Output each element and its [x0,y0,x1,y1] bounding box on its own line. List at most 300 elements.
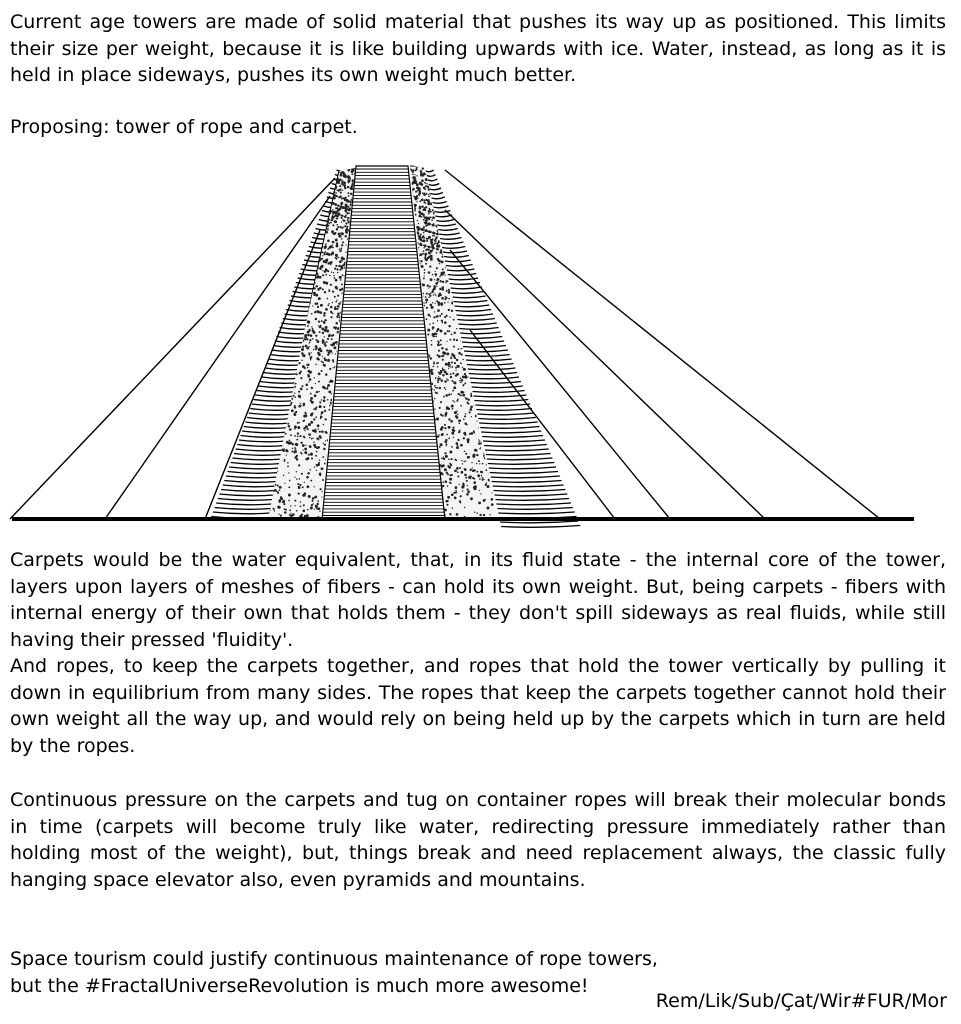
fiber-knot [419,238,422,241]
rope-coil [223,485,276,487]
fiber-knot [340,248,342,250]
fiber-knot [320,304,323,307]
fiber-knot [414,204,417,207]
rope-coil [426,170,434,172]
fiber-knot [428,249,430,251]
fiber-knot [440,339,442,341]
fiber-knot [448,368,449,369]
fiber-knot [419,182,420,183]
fiber-knot [426,293,428,295]
fiber-knot [336,344,337,345]
fiber-knot [446,352,449,355]
fiber-knot [461,330,464,333]
fiber-knot [328,390,331,393]
rope-coil [458,323,496,325]
fiber-knot [437,354,439,356]
fiber-knot [410,178,412,180]
fiber-knot [286,454,287,455]
fiber-knot [444,332,447,335]
fiber-knot [308,433,311,436]
fiber-knot [326,373,328,375]
rope-coil [218,499,273,501]
fiber-knot [457,398,459,400]
fiber-knot [349,209,351,211]
fiber-knot [410,169,413,172]
fiber-knot [331,335,333,337]
fiber-knot [287,466,289,468]
fiber-knot [297,483,299,485]
rope-coil [442,247,465,249]
fiber-knot [309,339,311,341]
fiber-knot [314,430,317,433]
fiber-knot [300,506,302,508]
fiber-knot [329,212,332,215]
fiber-knot [439,315,441,317]
fiber-knot [434,286,436,288]
fiber-knot [483,479,485,481]
fiber-knot [426,318,428,320]
fiber-knot [332,215,333,216]
fiber-knot [444,452,446,454]
fiber-knot [307,485,310,488]
rope-coil [229,467,280,469]
fiber-knot [458,352,461,355]
fiber-knot [348,218,349,219]
fiber-knot [329,368,331,370]
fiber-knot [432,335,434,337]
rope-coil [465,355,510,357]
fiber-knot [322,246,324,248]
fiber-knot [430,316,432,318]
fiber-knot [474,469,476,471]
fiber-knot [449,364,451,366]
fiber-knot [293,384,295,386]
fiber-knot [466,480,468,482]
fiber-knot [458,419,461,422]
fiber-knot [319,276,322,279]
fiber-knot [435,392,437,394]
fiber-knot [441,297,444,300]
fiber-knot [462,367,463,368]
fiber-knot [459,380,461,382]
fiber-knot [279,486,282,489]
fiber-knot [314,509,315,510]
fiber-knot [428,287,429,288]
fiber-knot [326,231,328,233]
fiber-knot [331,338,333,340]
fiber-knot [298,362,300,364]
fiber-knot [334,296,336,298]
fiber-knot [500,514,502,516]
fiber-knot [447,380,449,382]
fiber-knot [319,431,321,433]
fiber-knot [437,309,440,312]
fiber-knot [448,418,450,420]
rope-coil [242,431,288,433]
fiber-knot [444,274,445,275]
fiber-knot [333,346,336,349]
fiber-knot [440,302,443,305]
fiber-knot [481,475,482,476]
fiber-knot [460,502,462,504]
rope-coil [241,436,288,438]
fiber-knot [437,245,440,248]
fiber-knot [429,324,431,326]
fiber-knot [350,177,352,179]
fiber-knot [425,296,427,298]
fiber-knot [437,258,439,260]
fiber-knot [468,476,470,478]
fiber-knot [414,177,416,179]
rope-coil [427,175,436,177]
fiber-knot [302,365,305,368]
fiber-knot [339,269,341,271]
fiber-knot [445,443,447,445]
fiber-knot [473,454,476,457]
fiber-knot [425,263,427,265]
fiber-knot [284,461,286,463]
fiber-knot [335,301,337,303]
fiber-knot [340,301,341,302]
fiber-knot [337,218,339,220]
fiber-knot [324,270,326,272]
fiber-knot [332,367,333,368]
fiber-knot [496,505,499,508]
fiber-knot [449,451,452,454]
fiber-knot [330,222,332,224]
fiber-knot [340,202,343,205]
fiber-knot [322,361,324,363]
fiber-knot [435,333,437,335]
fiber-knot [342,241,344,243]
fiber-knot [330,306,333,309]
fiber-knot [325,251,326,252]
fiber-knot [330,261,332,263]
fiber-knot [348,168,350,170]
fiber-knot [452,429,455,432]
fiber-knot [453,437,454,438]
fiber-knot [308,352,310,354]
fiber-knot [432,247,435,250]
fiber-knot [460,377,462,379]
fiber-knot [431,306,434,309]
fiber-knot [456,400,458,402]
fiber-knot [325,342,326,343]
fiber-knot [295,451,297,453]
fiber-knot [446,445,447,446]
fiber-knot [345,251,346,252]
fiber-knot [305,383,308,386]
rope-coil [257,391,298,393]
fiber-knot [284,483,285,484]
fiber-knot [317,341,319,343]
rope-coil [476,409,532,411]
fiber-knot [472,477,474,479]
fiber-knot [433,389,434,390]
fiber-knot [464,507,465,508]
fiber-knot [310,379,311,380]
rope-coil [219,494,274,496]
fiber-knot [333,361,335,363]
fiber-knot [344,197,346,199]
fiber-knot [462,394,465,397]
fiber-knot [461,471,464,474]
fiber-knot [327,359,330,362]
fiber-knot [443,396,445,398]
fiber-knot [439,263,440,264]
fiber-knot [322,479,324,481]
fiber-knot [444,427,446,429]
fiber-knot [333,197,336,200]
rope-coil [433,202,447,204]
rope-coil [244,427,290,429]
fiber-knot [303,340,305,342]
fiber-knot [314,377,315,378]
fiber-knot [300,442,302,444]
fiber-knot [280,497,283,500]
fiber-knot [463,461,464,462]
fiber-knot [325,440,326,441]
fiber-knot [327,298,329,300]
fiber-knot [446,280,447,281]
fiber-knot [430,216,432,218]
fiber-knot [464,382,466,384]
fiber-knot [335,254,338,257]
fiber-knot [322,386,325,389]
fiber-knot [324,463,326,465]
fiber-knot [343,226,344,227]
rope-coil [500,521,578,523]
fiber-knot [418,187,421,190]
fiber-knot [289,440,291,442]
fiber-knot [423,226,425,228]
fiber-knot [314,496,317,499]
rope-coil [467,364,514,366]
fiber-knot [347,186,349,188]
fiber-knot [425,256,427,258]
fiber-knot [324,329,327,332]
fiber-knot [452,408,454,410]
fiber-knot [442,286,445,289]
ropes-paragraph: And ropes, to keep the carpets together, and ropes that hold the tower vertically by pulling it down in equilibrium from many sides. The ropes that keep the carpets together cannot hold their own weight all the way up, and would rely on being held up by the carpets which in turn are held by the ropes. [10,655,946,757]
fiber-knot [420,260,422,262]
fiber-knot [463,418,465,420]
fiber-knot [335,239,338,242]
fiber-knot [333,203,335,205]
fiber-knot [294,392,295,393]
fiber-knot [491,503,494,506]
fiber-knot [422,192,424,194]
guy-rope [445,170,880,519]
fiber-knot [302,336,304,338]
fiber-knot [426,230,428,232]
fiber-knot [290,402,292,404]
fiber-knot [443,352,446,355]
rope-coil [260,382,300,384]
fiber-knot [287,462,289,464]
fiber-knot [307,326,309,328]
rope-coil [486,454,551,456]
fiber-knot [313,441,315,443]
fiber-knot [304,515,306,517]
fiber-knot [459,484,460,485]
fiber-knot [448,362,450,364]
rope-coil [497,508,572,510]
fiber-knot [445,394,448,397]
fiber-knot [318,391,320,393]
fiber-knot [438,241,440,243]
fiber-knot [441,249,443,251]
fiber-knot [324,357,326,359]
fiber-knot [304,367,306,369]
rope-coil [463,346,506,348]
fiber-knot [433,294,434,295]
fiber-knot [445,481,447,483]
fiber-knot [467,403,469,405]
fiber-knot [428,194,429,195]
fiber-knot [322,274,324,276]
fiber-knot [455,486,458,489]
fiber-knot [275,490,277,492]
fiber-knot [294,500,296,502]
fiber-knot [452,400,454,402]
fiber-knot [298,493,300,495]
fiber-knot [434,311,435,312]
fiber-knot [425,173,427,175]
fiber-knot [456,416,459,419]
fiber-knot [329,275,331,277]
fiber-knot [462,484,465,487]
fiber-knot [278,506,281,509]
rope-coil [258,386,299,388]
fiber-knot [292,395,294,397]
fiber-knot [438,350,440,352]
fiber-knot [452,507,453,508]
fiber-knot [435,238,437,240]
fiber-knot [337,331,339,333]
fiber-knot [325,268,327,270]
fiber-knot [441,320,443,322]
fiber-knot [296,439,298,441]
fiber-knot [326,387,328,389]
fiber-knot [283,503,285,505]
rope-coil [478,418,535,420]
fiber-knot [432,216,435,219]
fiber-knot [465,453,467,455]
fiber-knot [453,338,455,340]
fiber-knot [320,488,322,490]
fiber-knot [461,354,463,356]
rope-coil [446,265,473,267]
rope-coil [429,184,440,186]
fiber-knot [317,288,319,290]
fiber-knot [288,472,289,473]
fiber-knot [344,187,346,189]
fiber-knot [428,246,431,249]
fiber-knot [439,407,441,409]
fiber-knot [283,475,284,476]
fiber-knot [448,289,450,291]
fiber-knot [325,274,327,276]
fiber-knot [303,436,305,438]
rope-coil [252,404,295,406]
fiber-knot [484,457,487,460]
fiber-knot [334,277,336,279]
fiber-knot [469,379,471,381]
fiber-knot [457,393,459,395]
rope-coil [215,508,271,510]
fiber-knot [303,354,306,357]
rope-coil [249,413,293,415]
fiber-knot [442,464,445,467]
fiber-knot [464,415,466,417]
fiber-knot [432,289,434,291]
fiber-knot [327,304,329,306]
fiber-knot [415,214,417,216]
rope-coil [448,274,477,276]
fiber-knot [316,303,318,305]
fiber-knot [333,275,334,276]
fiber-knot [482,463,484,465]
fiber-knot [307,428,309,430]
fiber-knot [424,275,425,276]
fiber-knot [446,504,448,506]
fiber-knot [323,396,326,399]
fiber-knot [311,412,313,414]
fiber-knot [451,405,454,408]
fiber-knot [297,432,299,434]
fiber-knot [299,422,300,423]
fiber-knot [448,426,451,429]
fiber-knot [441,256,443,258]
fiber-knot [439,276,440,277]
fiber-knot [298,391,300,393]
fiber-knot [310,397,313,400]
fiber-knot [313,287,315,289]
fiber-knot [444,298,446,300]
fiber-knot [341,292,343,294]
fiber-knot [334,307,337,310]
fiber-knot [416,167,418,169]
fiber-knot [443,245,445,247]
fiber-knot [332,224,334,226]
fiber-knot [334,220,337,223]
rope-coil [453,301,487,303]
fiber-knot [324,344,326,346]
fiber-knot [300,377,302,379]
fiber-knot [445,389,446,390]
fiber-knot [263,515,265,517]
fiber-knot [287,423,289,425]
fiber-knot [296,478,298,480]
fiber-knot [414,179,417,182]
fiber-knot [480,493,481,494]
fiber-knot [326,349,328,351]
rope-coil [432,197,445,199]
rope-coil [447,269,475,271]
fiber-knot [476,471,478,473]
fiber-knot [341,181,343,183]
fiber-knot [467,488,469,490]
fiber-knot [412,174,413,175]
fiber-knot [425,182,426,183]
fiber-knot [444,424,446,426]
rope-coil [475,404,530,406]
fiber-knot [438,342,440,344]
fiber-knot [337,308,339,310]
fiber-knot [437,381,439,383]
fiber-knot [315,383,316,384]
